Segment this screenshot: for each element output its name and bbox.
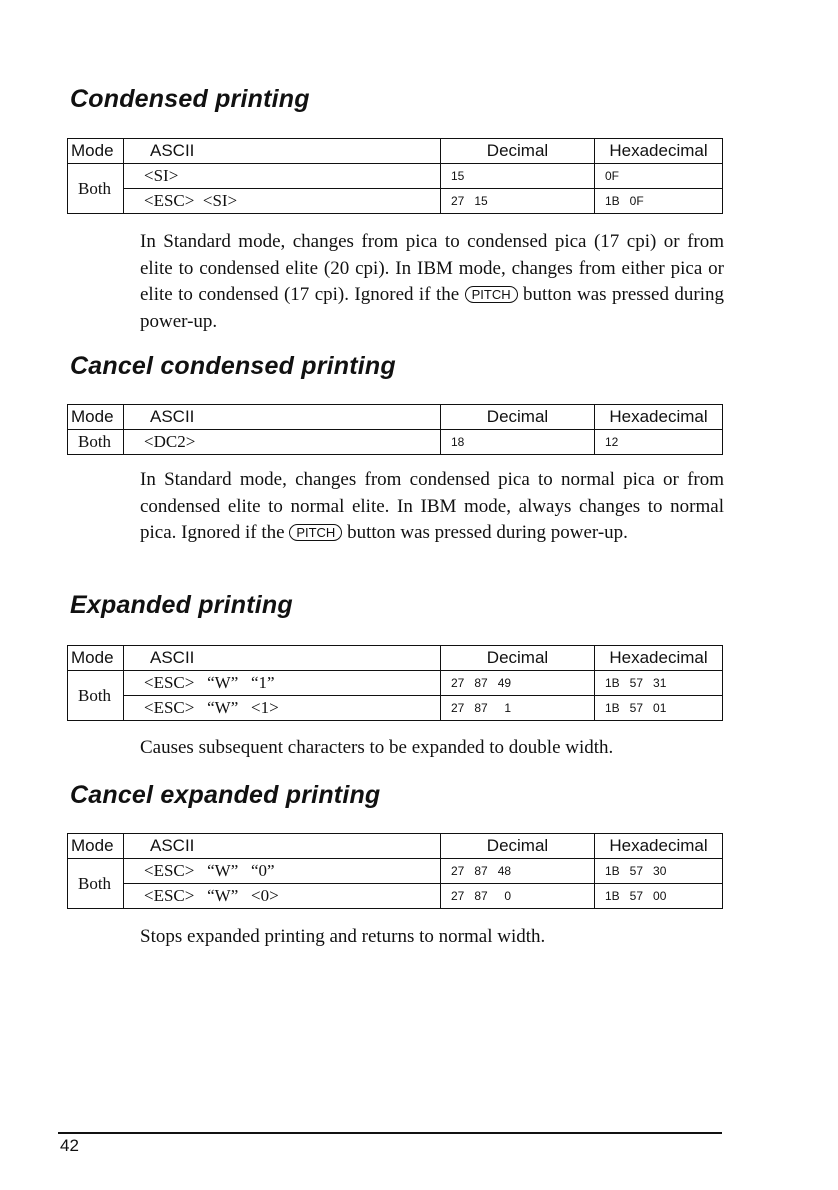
header-decimal: Decimal <box>441 139 595 164</box>
description-text-end: button was pressed during power-up. <box>140 284 725 332</box>
table-header-row <box>68 646 723 671</box>
description-expanded: Causes subsequent characters to be expanded to double width. <box>140 737 614 758</box>
hex-cell: 1B 57 01 <box>595 696 723 721</box>
ascii-cell: <ESC> “W” <1> <box>124 696 441 721</box>
description-text-end: button was pressed during power-up. <box>347 522 628 543</box>
page-number: 42 <box>60 1136 79 1155</box>
header-hex: Hexadecimal <box>595 405 723 430</box>
hex-cell: 1B 0F <box>595 189 723 214</box>
description-condensed <box>140 229 724 335</box>
decimal-cell: 27 87 1 <box>441 696 595 721</box>
ascii-cell: <SI> <box>124 164 441 189</box>
mode-cell: Both <box>68 859 124 909</box>
pitch-key-icon: PITCH <box>465 286 518 303</box>
section-title-cancel-condensed: Cancel condensed printing <box>70 352 396 380</box>
header-mode: Mode <box>68 139 124 164</box>
decimal-cell: 27 87 48 <box>441 859 595 884</box>
mode-cell: Both <box>68 430 124 455</box>
header-hex: Hexadecimal <box>595 139 723 164</box>
decimal-cell: 27 87 49 <box>441 671 595 696</box>
mode-cell: Both <box>68 164 124 214</box>
section-title-expanded: Expanded printing <box>70 591 293 619</box>
header-decimal: Decimal <box>441 834 595 859</box>
command-table-cancel-condensed <box>67 404 723 455</box>
table-header-row <box>68 834 723 859</box>
table-row <box>68 430 723 455</box>
description-text: In Standard mode, changes from condensed pica to normal pica or from condensed elite to normal elite. In IBM mode, always changes to normal pica. Ignored if the <box>140 469 724 543</box>
decimal-cell: 27 87 0 <box>441 884 595 909</box>
table-row <box>68 671 723 696</box>
ascii-cell: <ESC> “W” <0> <box>124 884 441 909</box>
header-decimal: Decimal <box>441 405 595 430</box>
decimal-cell: 27 15 <box>441 189 595 214</box>
ascii-cell: <ESC> “W” “1” <box>124 671 441 696</box>
table-row <box>68 164 723 189</box>
hex-cell: 1B 57 00 <box>595 884 723 909</box>
header-hex: Hexadecimal <box>595 646 723 671</box>
table-row <box>68 884 723 909</box>
command-table-expanded <box>67 645 723 721</box>
section-title-cancel-expanded: Cancel expanded printing <box>70 781 381 809</box>
header-ascii: ASCII <box>124 834 441 859</box>
hex-cell: 1B 57 31 <box>595 671 723 696</box>
table-row <box>68 189 723 214</box>
ascii-cell: <ESC> “W” “0” <box>124 859 441 884</box>
header-mode: Mode <box>68 834 124 859</box>
hex-cell: 0F <box>595 164 723 189</box>
decimal-cell: 15 <box>441 164 595 189</box>
ascii-cell: <DC2> <box>124 430 441 455</box>
footer-rule <box>58 1132 722 1134</box>
mode-cell: Both <box>68 671 124 721</box>
table-header-row <box>68 139 723 164</box>
pitch-key-icon: PITCH <box>289 524 342 541</box>
hex-cell: 12 <box>595 430 723 455</box>
section-title-condensed: Condensed printing <box>70 85 310 113</box>
table-header-row <box>68 405 723 430</box>
decimal-cell: 18 <box>441 430 595 455</box>
header-hex: Hexadecimal <box>595 834 723 859</box>
table-row <box>68 696 723 721</box>
description-cancel-condensed <box>140 467 724 547</box>
description-cancel-expanded: Stops expanded printing and returns to normal width. <box>140 926 546 947</box>
description-text: In Standard mode, changes from pica to condensed pica (17 cpi) or from elite to condensed elite (20 cpi). In IBM mode, changes from either pica or elite to condensed (17 cpi). Ignored if the <box>140 231 724 305</box>
ascii-cell: <ESC> <SI> <box>124 189 441 214</box>
header-ascii: ASCII <box>124 139 441 164</box>
command-table-cancel-expanded <box>67 833 723 909</box>
command-table-condensed <box>67 138 723 214</box>
table-row <box>68 859 723 884</box>
header-ascii: ASCII <box>124 646 441 671</box>
header-decimal: Decimal <box>441 646 595 671</box>
header-mode: Mode <box>68 405 124 430</box>
header-ascii: ASCII <box>124 405 441 430</box>
header-mode: Mode <box>68 646 124 671</box>
hex-cell: 1B 57 30 <box>595 859 723 884</box>
